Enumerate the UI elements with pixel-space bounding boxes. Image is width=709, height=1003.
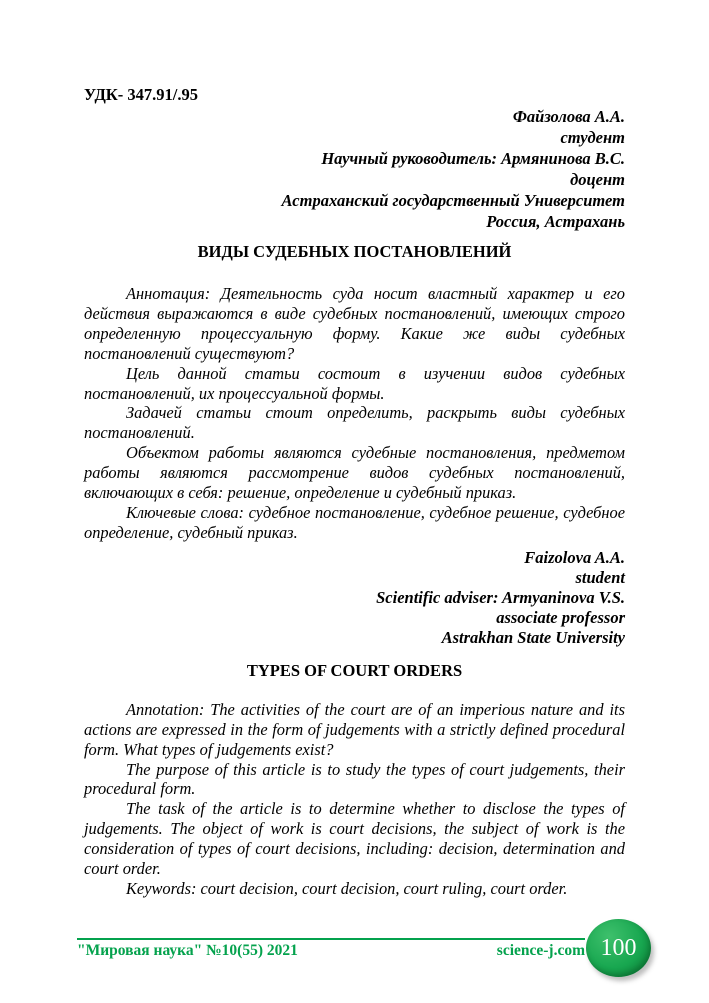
abstract-ru bbox=[84, 284, 625, 543]
paragraph-object-ru: Объектом работы являются судебные постановления, предметом работы являются рассмотрение видов судебных постановлений, включающих в себя: решение, определение и судебный приказ. bbox=[84, 443, 625, 503]
paragraph-keywords-en: Keywords: court decision, court decision, court ruling, court order. bbox=[126, 878, 568, 898]
author-block-ru bbox=[84, 106, 625, 232]
affiliation-en: Astrakhan State University bbox=[441, 627, 625, 647]
paragraph-keywords-ru: Ключевые слова: судебное постановление, судебное решение, судебное определение, судебный приказ. bbox=[84, 502, 625, 542]
paragraph-task-ru: Задачей статьи стоит определить, раскрыть виды судебных постановлений. bbox=[84, 403, 625, 443]
author-block-en bbox=[84, 548, 625, 648]
page-number-badge bbox=[586, 919, 651, 977]
paragraph-annotation-ru: Аннотация: Деятельность суда носит властный характер и его действия выражаются в виде судебных постановлений, имеющих строго определенную процессуальную форму. Какие же виды судебных постановлений существуют? bbox=[84, 284, 625, 363]
abstract-en bbox=[84, 700, 625, 899]
footer-journal-title: "Мировая наука" №10(55) 2021 bbox=[77, 942, 298, 959]
adviser-role-ru: доцент bbox=[570, 170, 625, 189]
paragraph-annotation-en: Annotation: The activities of the court are of an imperious nature and its actions are expressed in the form of judgements with a strictly defined procedural form. What types of judgements exist? bbox=[84, 699, 625, 759]
location-ru: Россия, Астрахань bbox=[486, 212, 625, 231]
author-role-ru: студент bbox=[560, 128, 625, 147]
author-name-en: Faizolova A.A. bbox=[524, 547, 625, 567]
affiliation-ru: Астраханский государственный Университет bbox=[281, 191, 625, 210]
page-footer bbox=[77, 938, 585, 960]
adviser-role-en: associate professor bbox=[496, 607, 625, 627]
udc-code: УДК- 347.91/.95 bbox=[84, 85, 198, 104]
adviser-en: Scientific adviser: Armyaninova V.S. bbox=[376, 587, 625, 607]
paragraph-purpose-en: The purpose of this article is to study the types of court judgements, their procedural form. bbox=[84, 759, 625, 799]
author-name-ru: Файзолова А.А. bbox=[512, 107, 625, 126]
adviser-ru: Научный руководитель: Армянинова В.С. bbox=[321, 149, 625, 168]
article-title-en: TYPES OF COURT ORDERS bbox=[246, 660, 463, 680]
paragraph-purpose-ru: Цель данной статьи состоит в изучении видов судебных постановлений, их процессуальной формы. bbox=[84, 363, 625, 403]
page-number: 100 bbox=[600, 935, 637, 961]
author-role-en: student bbox=[575, 567, 625, 587]
article-title-ru: ВИДЫ СУДЕБНЫХ ПОСТАНОВЛЕНИЙ bbox=[197, 242, 512, 261]
footer-website: science-j.com bbox=[496, 942, 585, 959]
paragraph-task-en: The task of the article is to determine whether to disclose the types of judgements. The object of work is court decisions, the subject of work is the consideration of types of court decisions, including: decision, determination and court order. bbox=[84, 799, 625, 879]
